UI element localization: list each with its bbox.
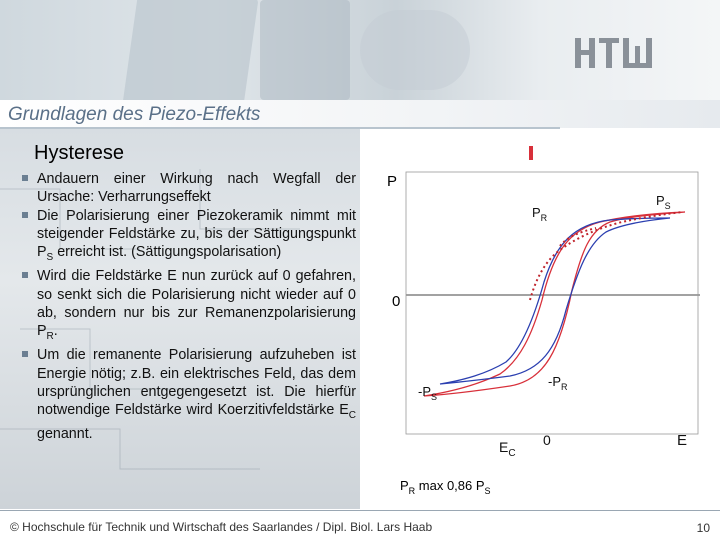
- ps-negative-label: $-P_S$: [418, 384, 438, 402]
- bullet-text: Andauern einer Wirkung nach Wegfall der Ursache: Verharrungseffekt: [37, 171, 356, 206]
- bullet-text: Um die remanente Polarisierung aufzuheben ist Energie nötig; z.B. ein elektrisches Feld, das dem ursprünglichen entgegengesetzt ist. Die hierfür notwendige Feldstärke wird Koerzitivfeldstärke $E_C$ genannt.: [37, 347, 356, 443]
- origin-label: 0: [392, 293, 401, 310]
- x-axis-label: E: [677, 432, 688, 449]
- plot-frame: [406, 172, 698, 434]
- bullet-text: Wird die Feldstärke E nun zurück auf 0 gefahren, so senkt sich die Polarisierung nicht wieder auf 0 ab, sondern nur bis zur Remanenzpolarisierung $P_R$.: [37, 268, 356, 343]
- ec-label: $E_C$: [499, 439, 516, 459]
- bullet-marker: [22, 212, 28, 218]
- page-number: 10: [696, 521, 710, 535]
- bullet-item: [22, 346, 356, 443]
- htw-logo: [575, 34, 655, 74]
- bullet-text: Die Polarisierung einer Piezokeramik nimmt mit steigender Feldstärke zu, bis der Sättigungspunkt $P_S$ erreicht ist. (Sättigungspolarisation): [37, 207, 356, 264]
- bullet-item: [22, 267, 356, 346]
- bullet-item: [22, 207, 356, 268]
- outer-loop-curve: [424, 212, 685, 396]
- bullet-marker: [22, 175, 28, 181]
- chart-caption: $P_R$ max 0,86 $P_S$: [400, 478, 491, 496]
- hysteresis-chart: [360, 160, 705, 500]
- x-zero-label: 0: [543, 432, 551, 448]
- ps-positive-label: $P_S$: [656, 193, 671, 211]
- inner-loop-curve: [440, 218, 670, 384]
- pr-positive-label: $P_R$: [532, 205, 548, 223]
- bullet-list: [22, 170, 356, 444]
- footer-copyright: © Hochschule für Technik und Wirtschaft des Saarlandes / Dipl. Biol. Lars Haab: [10, 520, 433, 534]
- slide-subtitle: Hysterese: [34, 142, 125, 164]
- initial-curve: [530, 212, 682, 300]
- pr-negative-label: $-P_R$: [548, 374, 568, 392]
- bullet-item: [22, 170, 356, 207]
- footer-divider: [0, 510, 720, 511]
- bullet-marker: [22, 351, 28, 357]
- y-axis-label: P: [387, 173, 398, 190]
- bullet-marker: [22, 272, 28, 278]
- section-title: Grundlagen des Piezo-Effekts: [8, 104, 261, 125]
